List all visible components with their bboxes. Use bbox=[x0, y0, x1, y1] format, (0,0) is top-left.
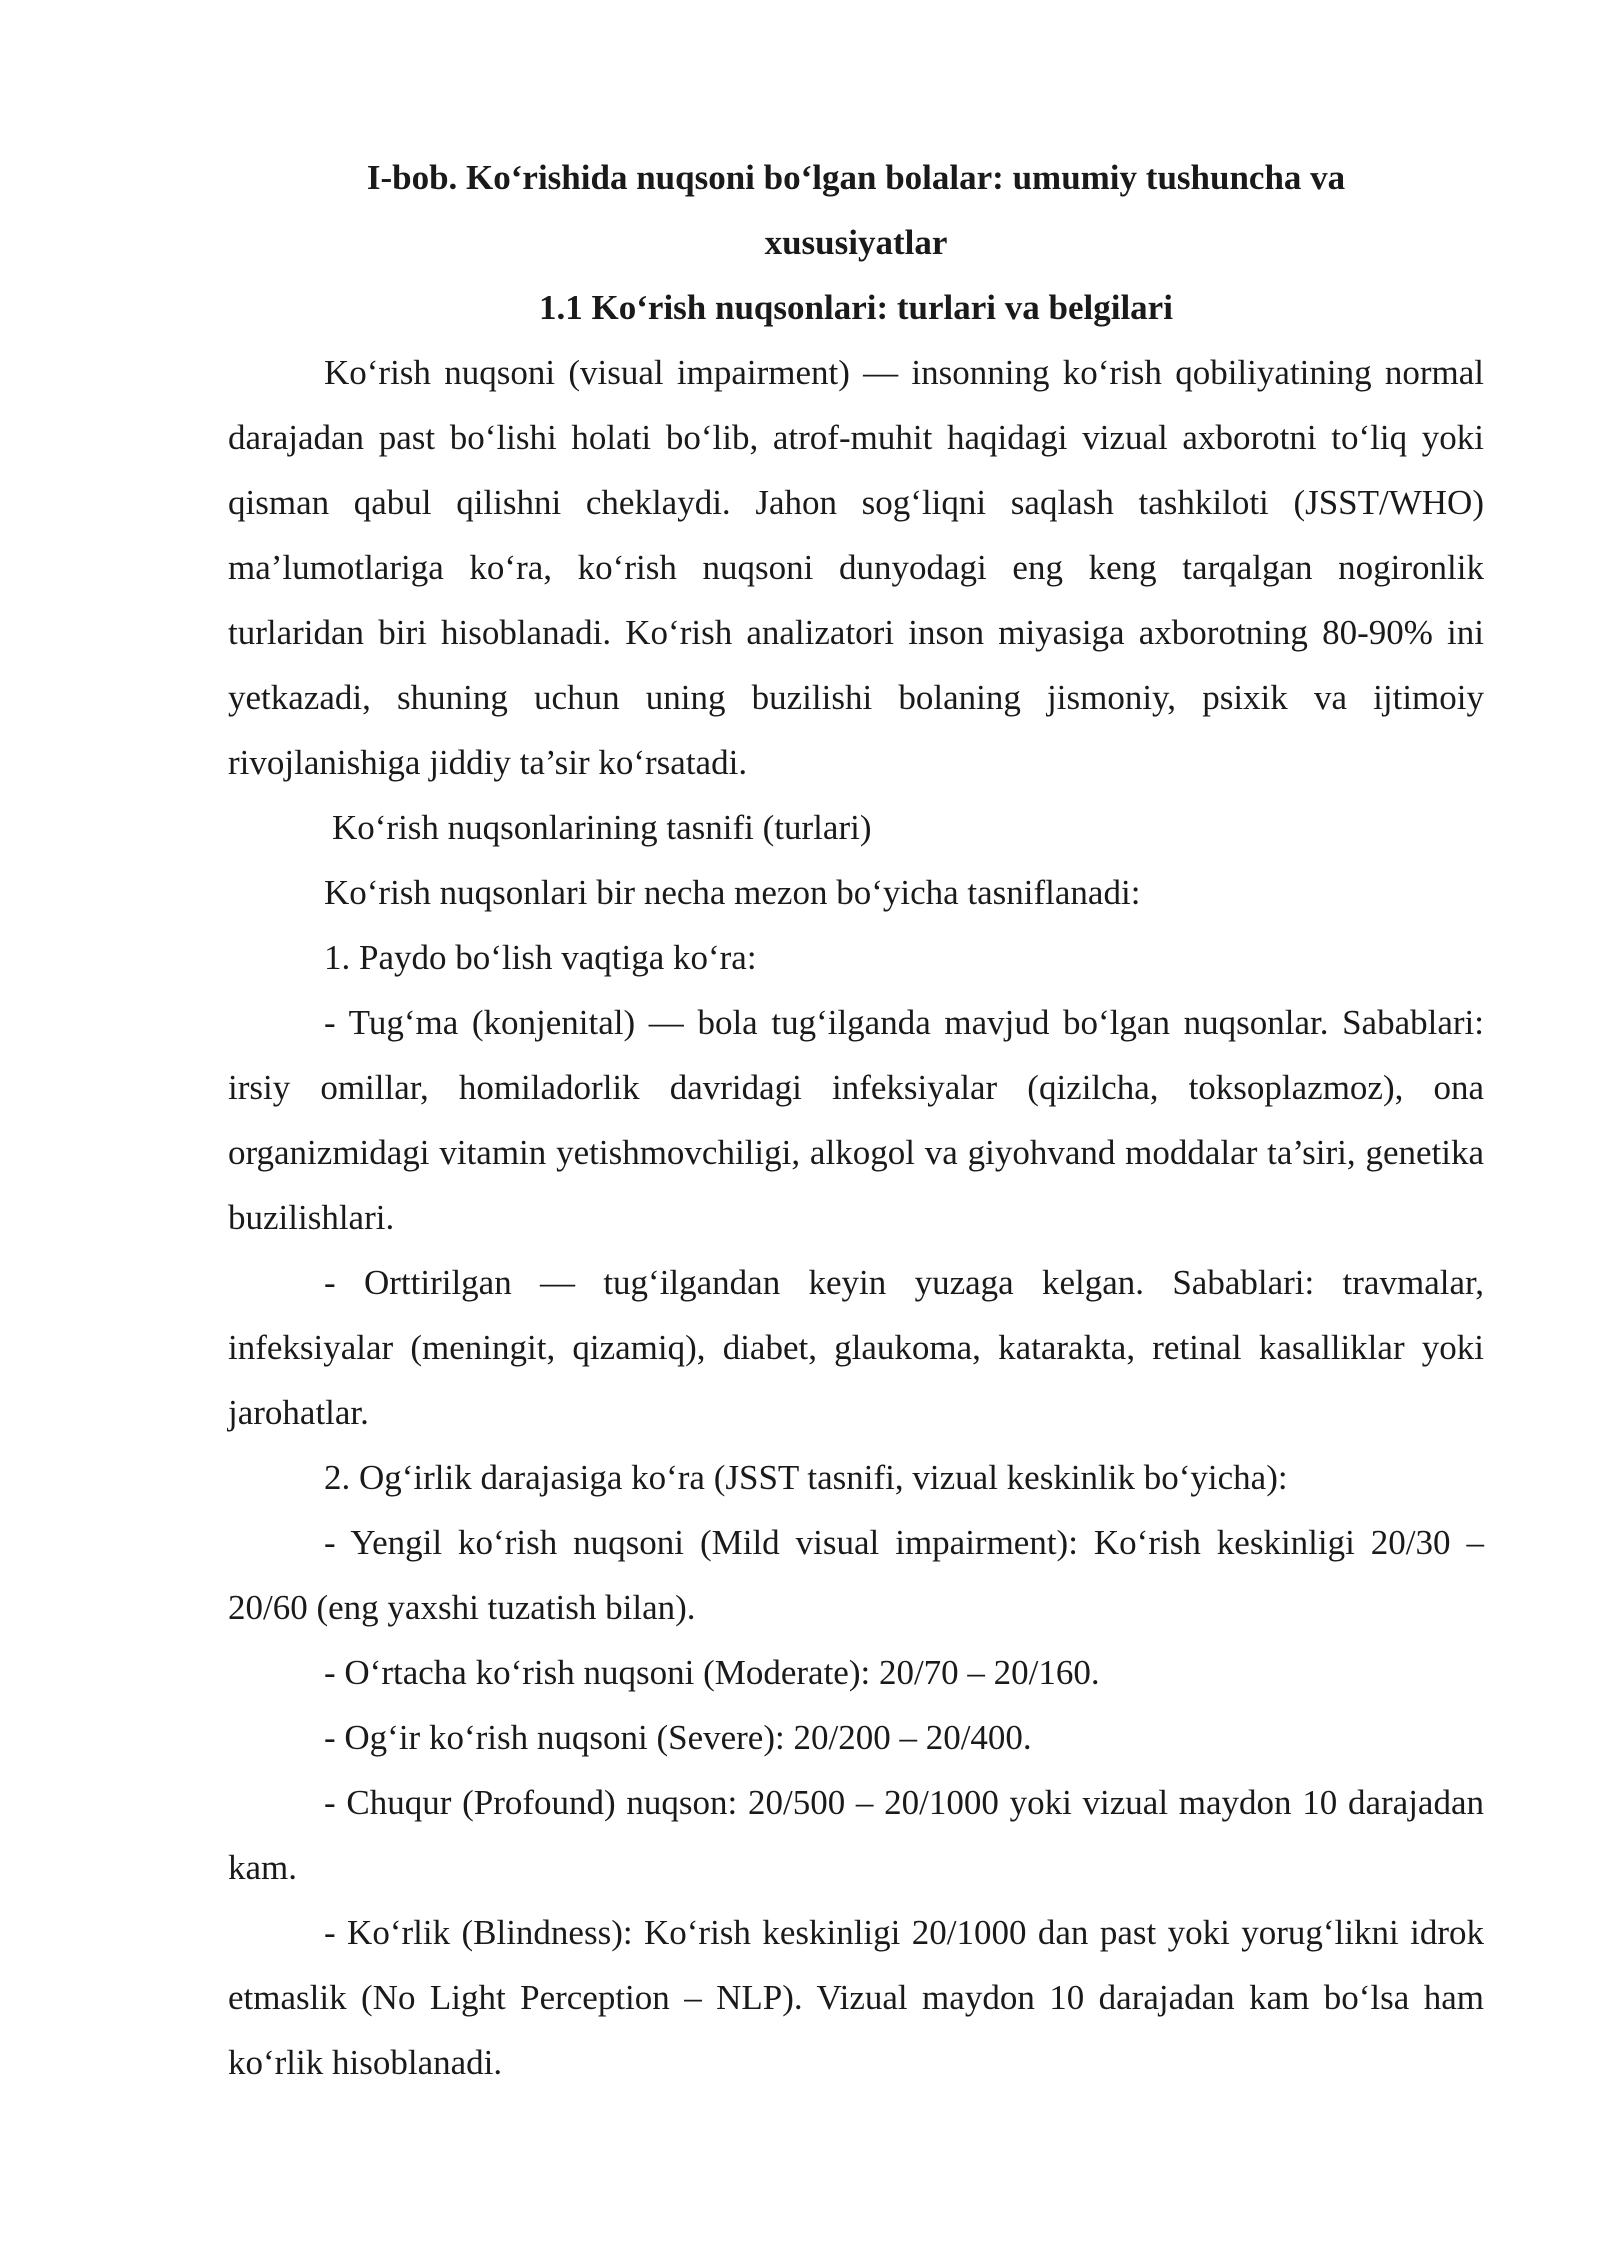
section-heading: 1.1 Ko‘rish nuqsonlari: turlari va belgilari bbox=[539, 288, 1173, 327]
moderate-paragraph: - O‘rtacha ko‘rish nuqsoni (Moderate): 20/70 – 20/160. bbox=[324, 1653, 1100, 1692]
acquired-paragraph: - Orttirilgan — tug‘ilgandan keyin yuzaga kelgan. Sabablari: travmalar, infeksiyalar (meningit, qizamiq), diabet, glaukoma, katarakta, retinal kasalliklar yoki jarohatlar. bbox=[228, 1263, 1484, 1432]
criterion-onset: 1. Paydo bo‘lish vaqtiga ko‘ra: bbox=[324, 938, 757, 977]
classification-intro: Ko‘rish nuqsonlari bir necha mezon bo‘yicha tasniflanadi: bbox=[324, 873, 1141, 912]
severe-paragraph: - Og‘ir ko‘rish nuqsoni (Severe): 20/200 – 20/400. bbox=[324, 1718, 1032, 1757]
congenital-paragraph: - Tug‘ma (konjenital) — bola tug‘ilganda mavjud bo‘lgan nuqsonlar. Sabablari: irsiy omillar, homiladorlik davridagi infeksiyalar (qizilcha, toksoplazmoz), ona organizmidagi vitamin yetishmovchiligi, alkogol va giyohvand moddalar ta’siri, genetika buzilishlari. bbox=[228, 1003, 1484, 1237]
profound-paragraph: - Chuqur (Profound) nuqson: 20/500 – 20/1000 yoki vizual maydon 10 darajadan kam. bbox=[228, 1783, 1484, 1887]
intro-paragraph: Ko‘rish nuqsoni (visual impairment) — insonning ko‘rish qobiliyatining normal darajadan past bo‘lishi holati bo‘lib, atrof-muhit haqidagi vizual axborotni to‘liq yoki qisman qabul qilishni cheklaydi. Jahon sog‘liqni saqlash tashkiloti (JSST/WHO) ma’lumotlariga ko‘ra, ko‘rish nuqsoni dunyodagi eng keng tarqalgan nogironlik turlaridan biri hisoblanadi. Ko‘rish analizatori inson miyasiga axborotning 80-90% ini yetkazadi, shuning uchun uning buzilishi bolaning jismoniy, psixik va ijtimoiy rivojlanishiga jiddiy ta’sir ko‘rsatadi. bbox=[228, 353, 1484, 782]
blindness-paragraph: - Ko‘rlik (Blindness): Ko‘rish keskinligi 20/1000 dan past yoki yorug‘likni idrok etmaslik (No Light Perception – NLP). Vizual maydon 10 darajadan kam bo‘lsa ham ko‘rlik hisoblanadi. bbox=[228, 1913, 1484, 2082]
criterion-severity: 2. Og‘irlik darajasiga ko‘ra (JSST tasnifi, vizual keskinlik bo‘yicha): bbox=[324, 1458, 1288, 1497]
chapter-title-line-2: xususiyatlar bbox=[764, 223, 948, 262]
classification-heading: Ko‘rish nuqsonlarining tasnifi (turlari) bbox=[332, 808, 872, 847]
chapter-title-line-1: I-bob. Ko‘rishida nuqsoni bo‘lgan bolalar: umumiy tushuncha va bbox=[366, 158, 1346, 197]
document-page bbox=[228, 145, 1484, 2095]
mild-paragraph: - Yengil ko‘rish nuqsoni (Mild visual impairment): Ko‘rish keskinligi 20/30 – 20/60 (eng yaxshi tuzatish bilan). bbox=[228, 1523, 1484, 1627]
